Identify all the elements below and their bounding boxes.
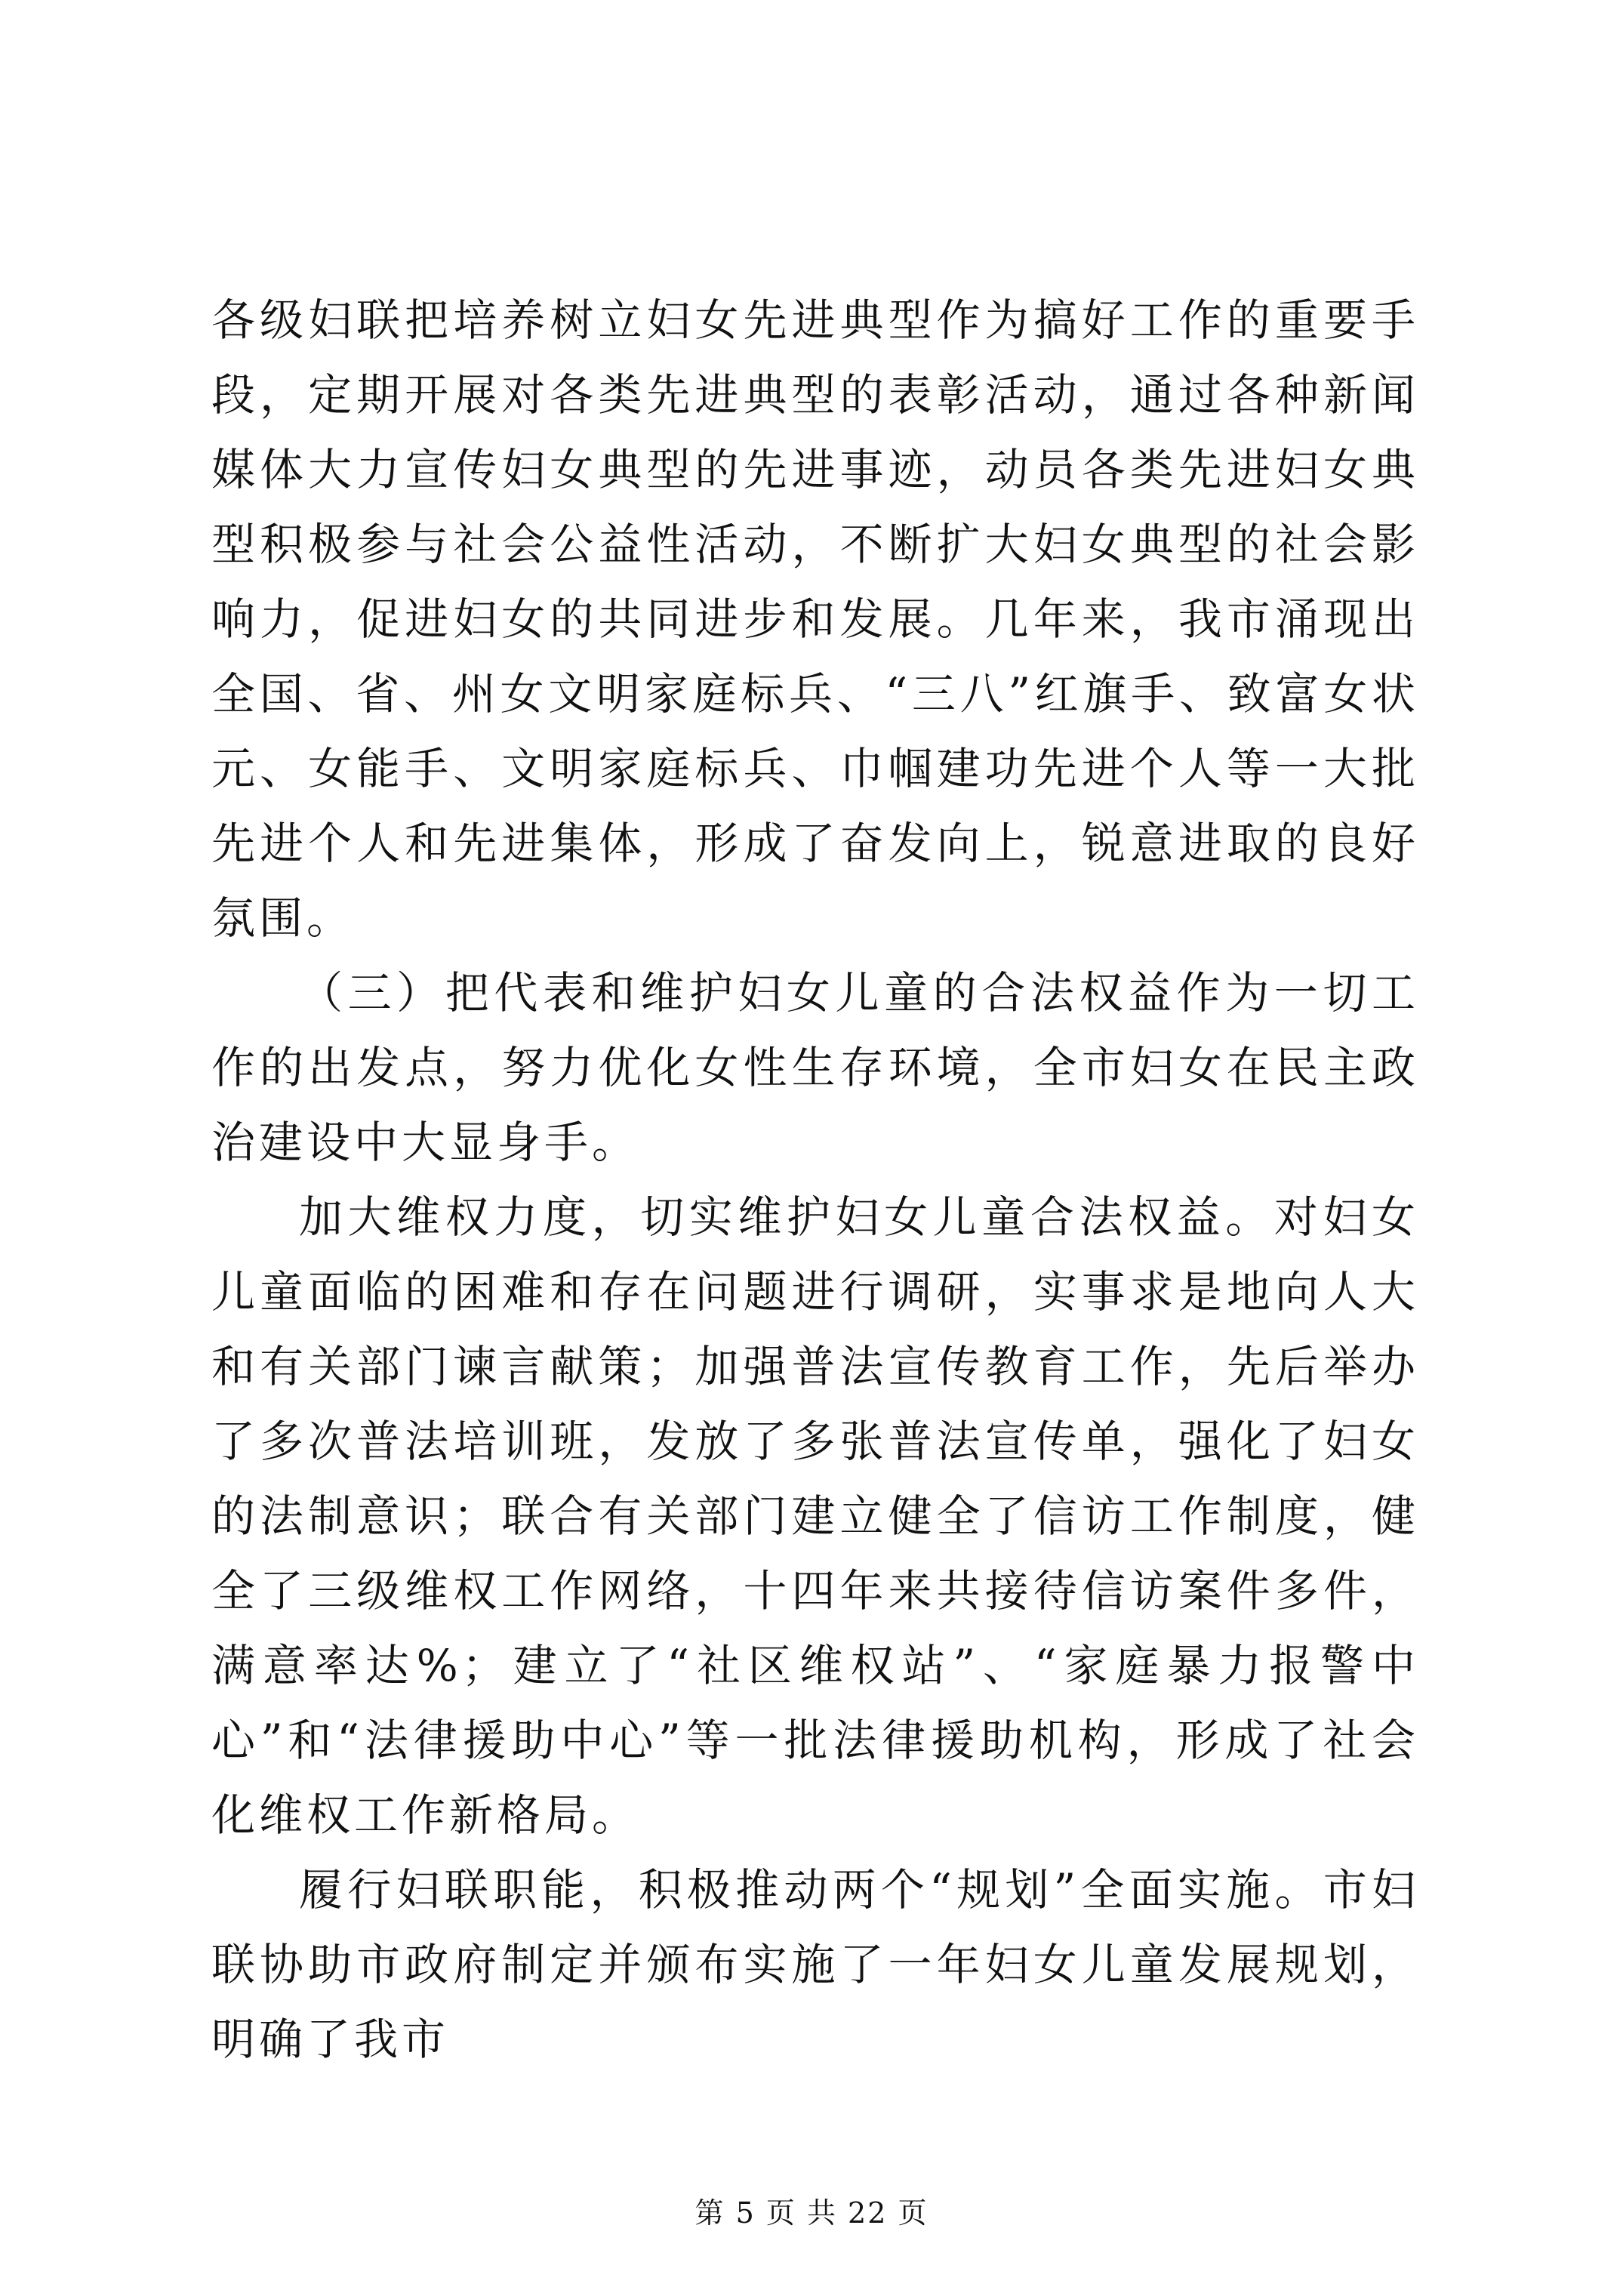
document-body: [211, 283, 1419, 2077]
paragraph-advanced-models: 各级妇联把培养树立妇女先进典型作为搞好工作的重要手段，定期开展对各类先进典型的表彰活动，通过各种新闻媒体大力宣传妇女典型的先进事迹，动员各类先进妇女典型积极参与社会公益性活动，不断扩大妇女典型的社会影响力，促进妇女的共同进步和发展。几年来，我市涌现出全国、省、州女文明家庭标兵、“三八”红旗手、致富女状元、女能手、文明家庭标兵、巾帼建功先进个人等一大批先进个人和先进集体，形成了奋发向上，锐意进取的良好氛围。: [211, 294, 1419, 944]
paragraph-planning: 履行妇联职能，积极推动两个“规划”全面实施。市妇联协助市政府制定并颁布实施了一年妇女儿童发展规划，明确了我市: [211, 1864, 1419, 2065]
page-number-footer: 第 5 页 共 22 页: [694, 2196, 929, 2230]
section-heading-three: （三）把代表和维护妇女儿童的合法权益作为一切工作的出发点，努力优化女性生存环境，全市妇女在民主政治建设中大显身手。: [211, 967, 1419, 1168]
paragraph-rights-protection: 加大维权力度，切实维护妇女儿童合法权益。对妇女儿童面临的困难和存在问题进行调研，实事求是地向人大和有关部门谏言献策；加强普法宣传教育工作，先后举办了多次普法培训班，发放了多张普法宣传单，强化了妇女的法制意识；联合有关部门建立健全了信访工作制度，健全了三级维权工作网络，十四年来共接待信访案件多件，满意率达%；建立了“社区维权站”、“家庭暴力报警中心”和“法律援助中心”等一批法律援助机构，形成了社会化维权工作新格局。: [211, 1191, 1419, 1841]
